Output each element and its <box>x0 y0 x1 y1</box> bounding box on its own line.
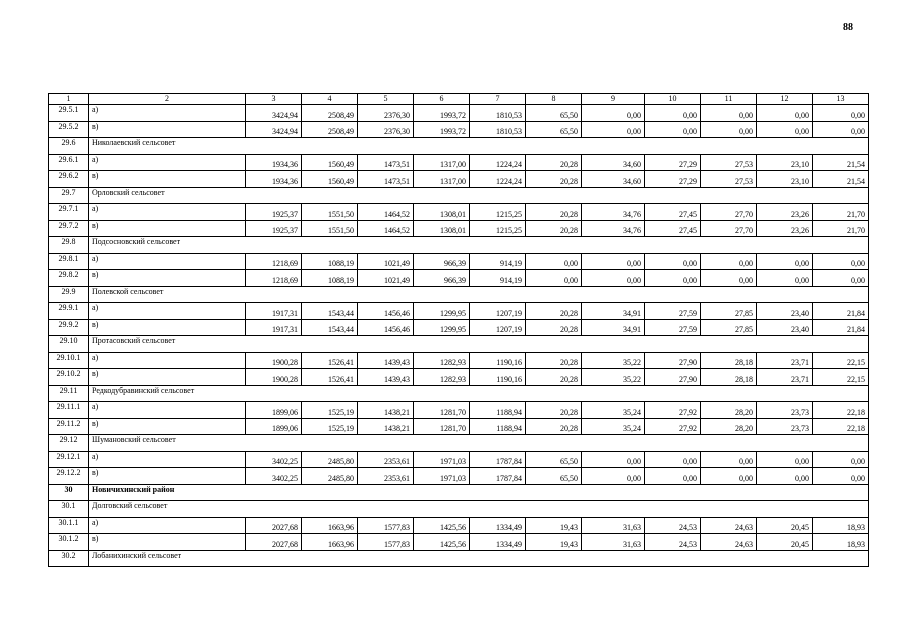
row-code: 30.1.1 <box>49 517 89 534</box>
value-cell: 27,70 <box>701 220 757 237</box>
value-cell: 0,00 <box>757 121 813 138</box>
page-number: 88 <box>843 22 853 33</box>
section-name: Долговский сельсовет <box>89 501 869 518</box>
value-cell: 1551,50 <box>302 220 358 237</box>
row-label: в) <box>89 220 246 237</box>
value-cell: 0,00 <box>757 105 813 122</box>
row-code: 29.12.1 <box>49 451 89 468</box>
table-row <box>49 402 869 419</box>
value-cell: 1543,44 <box>302 303 358 320</box>
value-cell: 0,00 <box>582 121 645 138</box>
row-label: а) <box>89 105 246 122</box>
value-cell: 1663,96 <box>302 517 358 534</box>
column-header: 13 <box>813 94 869 105</box>
section-name: Протасовский сельсовет <box>89 336 869 353</box>
value-cell: 3402,25 <box>246 468 302 485</box>
table-row <box>49 319 869 336</box>
value-cell: 914,19 <box>470 270 526 287</box>
value-cell: 1438,21 <box>358 418 414 435</box>
section-row <box>49 550 869 567</box>
value-cell: 1551,50 <box>302 204 358 221</box>
row-code: 29.6.1 <box>49 154 89 171</box>
row-label: в) <box>89 369 246 386</box>
section-name: Орловский сельсовет <box>89 187 869 204</box>
column-header: 11 <box>701 94 757 105</box>
row-code: 29.11 <box>49 385 89 402</box>
table-row <box>49 303 869 320</box>
value-cell: 35,24 <box>582 402 645 419</box>
value-cell: 0,00 <box>701 121 757 138</box>
value-cell: 1299,95 <box>414 319 470 336</box>
value-cell: 1810,53 <box>470 121 526 138</box>
value-cell: 2508,49 <box>302 121 358 138</box>
section-name: Николаевский сельсовет <box>89 138 869 155</box>
value-cell: 0,00 <box>813 468 869 485</box>
table-row <box>49 534 869 551</box>
value-cell: 0,00 <box>813 451 869 468</box>
value-cell: 28,18 <box>701 352 757 369</box>
table-row <box>49 517 869 534</box>
column-header: 5 <box>358 94 414 105</box>
value-cell: 1190,16 <box>470 352 526 369</box>
value-cell: 23,71 <box>757 352 813 369</box>
value-cell: 0,00 <box>813 105 869 122</box>
value-cell: 20,45 <box>757 534 813 551</box>
value-cell: 1925,37 <box>246 220 302 237</box>
row-label: в) <box>89 534 246 551</box>
value-cell: 1526,41 <box>302 369 358 386</box>
value-cell: 24,53 <box>645 517 701 534</box>
row-code: 29.7 <box>49 187 89 204</box>
row-label: а) <box>89 451 246 468</box>
value-cell: 24,63 <box>701 534 757 551</box>
row-label: в) <box>89 418 246 435</box>
value-cell: 0,00 <box>582 451 645 468</box>
value-cell: 1560,49 <box>302 154 358 171</box>
value-cell: 1473,51 <box>358 171 414 188</box>
row-code: 29.7.2 <box>49 220 89 237</box>
value-cell: 0,00 <box>757 468 813 485</box>
section-row <box>49 501 869 518</box>
column-header: 12 <box>757 94 813 105</box>
value-cell: 18,93 <box>813 517 869 534</box>
value-cell: 24,53 <box>645 534 701 551</box>
value-cell: 1224,24 <box>470 171 526 188</box>
column-header: 2 <box>89 94 246 105</box>
row-code: 29.5.1 <box>49 105 89 122</box>
value-cell: 0,00 <box>813 253 869 270</box>
value-cell: 1215,25 <box>470 204 526 221</box>
value-cell: 35,24 <box>582 418 645 435</box>
value-cell: 20,28 <box>526 319 582 336</box>
value-cell: 1215,25 <box>470 220 526 237</box>
value-cell: 34,76 <box>582 204 645 221</box>
value-cell: 23,40 <box>757 319 813 336</box>
value-cell: 20,45 <box>757 517 813 534</box>
value-cell: 0,00 <box>701 451 757 468</box>
value-cell: 20,28 <box>526 154 582 171</box>
row-code: 30.2 <box>49 550 89 567</box>
district-name: Новичихинский район <box>89 484 869 501</box>
value-cell: 20,28 <box>526 369 582 386</box>
value-cell: 1425,56 <box>414 517 470 534</box>
value-cell: 27,53 <box>701 171 757 188</box>
row-code: 29.6 <box>49 138 89 155</box>
value-cell: 1188,94 <box>470 402 526 419</box>
value-cell: 1525,19 <box>302 418 358 435</box>
column-header: 8 <box>526 94 582 105</box>
value-cell: 1456,46 <box>358 303 414 320</box>
value-cell: 31,63 <box>582 517 645 534</box>
table-row <box>49 270 869 287</box>
value-cell: 1787,84 <box>470 451 526 468</box>
row-code: 29.11.1 <box>49 402 89 419</box>
column-header: 9 <box>582 94 645 105</box>
value-cell: 1464,52 <box>358 220 414 237</box>
row-label: в) <box>89 270 246 287</box>
district-row <box>49 484 869 501</box>
value-cell: 27,53 <box>701 154 757 171</box>
value-cell: 0,00 <box>645 253 701 270</box>
section-row <box>49 138 869 155</box>
value-cell: 1299,95 <box>414 303 470 320</box>
value-cell: 34,91 <box>582 319 645 336</box>
value-cell: 1438,21 <box>358 402 414 419</box>
value-cell: 1577,83 <box>358 517 414 534</box>
value-cell: 27,90 <box>645 369 701 386</box>
value-cell: 23,40 <box>757 303 813 320</box>
value-cell: 35,22 <box>582 369 645 386</box>
value-cell: 1787,84 <box>470 468 526 485</box>
section-name: Лобанихинский сельсовет <box>89 550 869 567</box>
row-label: в) <box>89 468 246 485</box>
value-cell: 2027,68 <box>246 534 302 551</box>
value-cell: 2508,49 <box>302 105 358 122</box>
value-cell: 65,50 <box>526 468 582 485</box>
value-cell: 2027,68 <box>246 517 302 534</box>
value-cell: 0,00 <box>582 468 645 485</box>
row-code: 29.9.1 <box>49 303 89 320</box>
value-cell: 23,26 <box>757 220 813 237</box>
row-code: 29.8.2 <box>49 270 89 287</box>
value-cell: 20,28 <box>526 402 582 419</box>
value-cell: 1425,56 <box>414 534 470 551</box>
value-cell: 0,00 <box>645 270 701 287</box>
row-code: 29.10.1 <box>49 352 89 369</box>
table-body <box>49 105 869 567</box>
value-cell: 19,43 <box>526 534 582 551</box>
value-cell: 34,91 <box>582 303 645 320</box>
value-cell: 1456,46 <box>358 319 414 336</box>
value-cell: 0,00 <box>757 451 813 468</box>
value-cell: 20,28 <box>526 220 582 237</box>
value-cell: 1224,24 <box>470 154 526 171</box>
value-cell: 28,20 <box>701 418 757 435</box>
row-code: 29.9 <box>49 286 89 303</box>
value-cell: 1207,19 <box>470 303 526 320</box>
section-row <box>49 286 869 303</box>
value-cell: 24,63 <box>701 517 757 534</box>
row-code: 29.12 <box>49 435 89 452</box>
value-cell: 21,70 <box>813 220 869 237</box>
value-cell: 914,19 <box>470 253 526 270</box>
row-code: 29.5.2 <box>49 121 89 138</box>
value-cell: 0,00 <box>645 105 701 122</box>
value-cell: 27,59 <box>645 319 701 336</box>
value-cell: 0,00 <box>813 121 869 138</box>
value-cell: 27,45 <box>645 204 701 221</box>
value-cell: 0,00 <box>582 270 645 287</box>
value-cell: 27,85 <box>701 319 757 336</box>
value-cell: 1473,51 <box>358 154 414 171</box>
value-cell: 65,50 <box>526 451 582 468</box>
value-cell: 0,00 <box>701 270 757 287</box>
value-cell: 0,00 <box>757 253 813 270</box>
value-cell: 1308,01 <box>414 204 470 221</box>
value-cell: 1917,31 <box>246 319 302 336</box>
value-cell: 34,76 <box>582 220 645 237</box>
row-label: а) <box>89 303 246 320</box>
value-cell: 1281,70 <box>414 402 470 419</box>
value-cell: 1207,19 <box>470 319 526 336</box>
value-cell: 1218,69 <box>246 270 302 287</box>
row-code: 29.9.2 <box>49 319 89 336</box>
value-cell: 21,70 <box>813 204 869 221</box>
value-cell: 1925,37 <box>246 204 302 221</box>
value-cell: 1934,36 <box>246 154 302 171</box>
section-name: Редкодубравинский сельсовет <box>89 385 869 402</box>
value-cell: 18,93 <box>813 534 869 551</box>
value-cell: 0,00 <box>645 121 701 138</box>
value-cell: 1917,31 <box>246 303 302 320</box>
value-cell: 966,39 <box>414 253 470 270</box>
value-cell: 0,00 <box>757 270 813 287</box>
value-cell: 20,28 <box>526 352 582 369</box>
table-row <box>49 253 869 270</box>
value-cell: 2376,30 <box>358 121 414 138</box>
section-row <box>49 435 869 452</box>
row-code: 29.8 <box>49 237 89 254</box>
value-cell: 1308,01 <box>414 220 470 237</box>
value-cell: 0,00 <box>526 253 582 270</box>
row-label: в) <box>89 121 246 138</box>
row-code: 29.6.2 <box>49 171 89 188</box>
column-header: 6 <box>414 94 470 105</box>
section-row <box>49 187 869 204</box>
row-code: 30 <box>49 484 89 501</box>
row-code: 30.1.2 <box>49 534 89 551</box>
column-header: 3 <box>246 94 302 105</box>
value-cell: 1464,52 <box>358 204 414 221</box>
row-label: а) <box>89 352 246 369</box>
table-row <box>49 369 869 386</box>
row-label: в) <box>89 171 246 188</box>
row-label: в) <box>89 319 246 336</box>
row-label: а) <box>89 402 246 419</box>
value-cell: 0,00 <box>701 253 757 270</box>
value-cell: 1021,49 <box>358 270 414 287</box>
value-cell: 2485,80 <box>302 468 358 485</box>
value-cell: 0,00 <box>526 270 582 287</box>
column-header: 4 <box>302 94 358 105</box>
value-cell: 23,73 <box>757 402 813 419</box>
value-cell: 1526,41 <box>302 352 358 369</box>
value-cell: 1971,03 <box>414 468 470 485</box>
value-cell: 23,73 <box>757 418 813 435</box>
value-cell: 27,70 <box>701 204 757 221</box>
row-label: а) <box>89 517 246 534</box>
section-row <box>49 385 869 402</box>
table-row <box>49 121 869 138</box>
value-cell: 20,28 <box>526 171 582 188</box>
table-row <box>49 204 869 221</box>
section-row <box>49 237 869 254</box>
value-cell: 19,43 <box>526 517 582 534</box>
value-cell: 0,00 <box>701 105 757 122</box>
table-row <box>49 154 869 171</box>
table-row <box>49 105 869 122</box>
value-cell: 20,28 <box>526 303 582 320</box>
value-cell: 1190,16 <box>470 369 526 386</box>
table-row <box>49 171 869 188</box>
value-cell: 1218,69 <box>246 253 302 270</box>
row-code: 29.10 <box>49 336 89 353</box>
value-cell: 1663,96 <box>302 534 358 551</box>
value-cell: 21,84 <box>813 303 869 320</box>
value-cell: 1993,72 <box>414 121 470 138</box>
value-cell: 1282,93 <box>414 352 470 369</box>
value-cell: 23,26 <box>757 204 813 221</box>
value-cell: 2353,61 <box>358 451 414 468</box>
value-cell: 2353,61 <box>358 468 414 485</box>
value-cell: 27,90 <box>645 352 701 369</box>
value-cell: 1993,72 <box>414 105 470 122</box>
value-cell: 23,10 <box>757 171 813 188</box>
value-cell: 1088,19 <box>302 253 358 270</box>
value-cell: 27,59 <box>645 303 701 320</box>
tariff-table <box>48 93 869 567</box>
table-row <box>49 468 869 485</box>
header-row <box>49 94 869 105</box>
value-cell: 23,71 <box>757 369 813 386</box>
value-cell: 1282,93 <box>414 369 470 386</box>
value-cell: 23,10 <box>757 154 813 171</box>
value-cell: 1810,53 <box>470 105 526 122</box>
section-name: Полевской сельсовет <box>89 286 869 303</box>
value-cell: 20,28 <box>526 204 582 221</box>
value-cell: 0,00 <box>645 468 701 485</box>
value-cell: 34,60 <box>582 171 645 188</box>
value-cell: 35,22 <box>582 352 645 369</box>
row-code: 29.8.1 <box>49 253 89 270</box>
row-code: 29.12.2 <box>49 468 89 485</box>
value-cell: 31,63 <box>582 534 645 551</box>
value-cell: 21,54 <box>813 154 869 171</box>
value-cell: 65,50 <box>526 105 582 122</box>
value-cell: 0,00 <box>582 253 645 270</box>
value-cell: 1560,49 <box>302 171 358 188</box>
section-row <box>49 336 869 353</box>
value-cell: 0,00 <box>582 105 645 122</box>
row-code: 30.1 <box>49 501 89 518</box>
value-cell: 22,15 <box>813 369 869 386</box>
section-name: Шумановский сельсовет <box>89 435 869 452</box>
row-code: 29.10.2 <box>49 369 89 386</box>
row-code: 29.11.2 <box>49 418 89 435</box>
value-cell: 0,00 <box>813 270 869 287</box>
value-cell: 1317,00 <box>414 154 470 171</box>
value-cell: 3424,94 <box>246 121 302 138</box>
value-cell: 27,85 <box>701 303 757 320</box>
value-cell: 1543,44 <box>302 319 358 336</box>
value-cell: 21,84 <box>813 319 869 336</box>
value-cell: 966,39 <box>414 270 470 287</box>
value-cell: 2376,30 <box>358 105 414 122</box>
value-cell: 1334,49 <box>470 534 526 551</box>
value-cell: 20,28 <box>526 418 582 435</box>
value-cell: 1899,06 <box>246 402 302 419</box>
value-cell: 1577,83 <box>358 534 414 551</box>
row-code: 29.7.1 <box>49 204 89 221</box>
value-cell: 1021,49 <box>358 253 414 270</box>
value-cell: 27,29 <box>645 171 701 188</box>
column-header: 1 <box>49 94 89 105</box>
table-row <box>49 451 869 468</box>
column-header: 7 <box>470 94 526 105</box>
value-cell: 65,50 <box>526 121 582 138</box>
value-cell: 1900,28 <box>246 369 302 386</box>
value-cell: 1439,43 <box>358 352 414 369</box>
value-cell: 22,18 <box>813 402 869 419</box>
table-row <box>49 418 869 435</box>
value-cell: 34,60 <box>582 154 645 171</box>
row-label: а) <box>89 204 246 221</box>
value-cell: 1525,19 <box>302 402 358 419</box>
section-name: Подсосновский сельсовет <box>89 237 869 254</box>
table-row <box>49 352 869 369</box>
value-cell: 22,15 <box>813 352 869 369</box>
value-cell: 1334,49 <box>470 517 526 534</box>
value-cell: 0,00 <box>645 451 701 468</box>
value-cell: 1899,06 <box>246 418 302 435</box>
value-cell: 1088,19 <box>302 270 358 287</box>
value-cell: 1900,28 <box>246 352 302 369</box>
value-cell: 1934,36 <box>246 171 302 188</box>
value-cell: 0,00 <box>701 468 757 485</box>
value-cell: 27,92 <box>645 402 701 419</box>
value-cell: 1439,43 <box>358 369 414 386</box>
value-cell: 3402,25 <box>246 451 302 468</box>
row-label: а) <box>89 253 246 270</box>
value-cell: 27,92 <box>645 418 701 435</box>
value-cell: 22,18 <box>813 418 869 435</box>
value-cell: 21,54 <box>813 171 869 188</box>
value-cell: 3424,94 <box>246 105 302 122</box>
value-cell: 1317,00 <box>414 171 470 188</box>
value-cell: 27,29 <box>645 154 701 171</box>
value-cell: 27,45 <box>645 220 701 237</box>
value-cell: 28,20 <box>701 402 757 419</box>
value-cell: 28,18 <box>701 369 757 386</box>
value-cell: 1281,70 <box>414 418 470 435</box>
value-cell: 1188,94 <box>470 418 526 435</box>
row-label: а) <box>89 154 246 171</box>
table-row <box>49 220 869 237</box>
value-cell: 2485,80 <box>302 451 358 468</box>
value-cell: 1971,03 <box>414 451 470 468</box>
column-header: 10 <box>645 94 701 105</box>
